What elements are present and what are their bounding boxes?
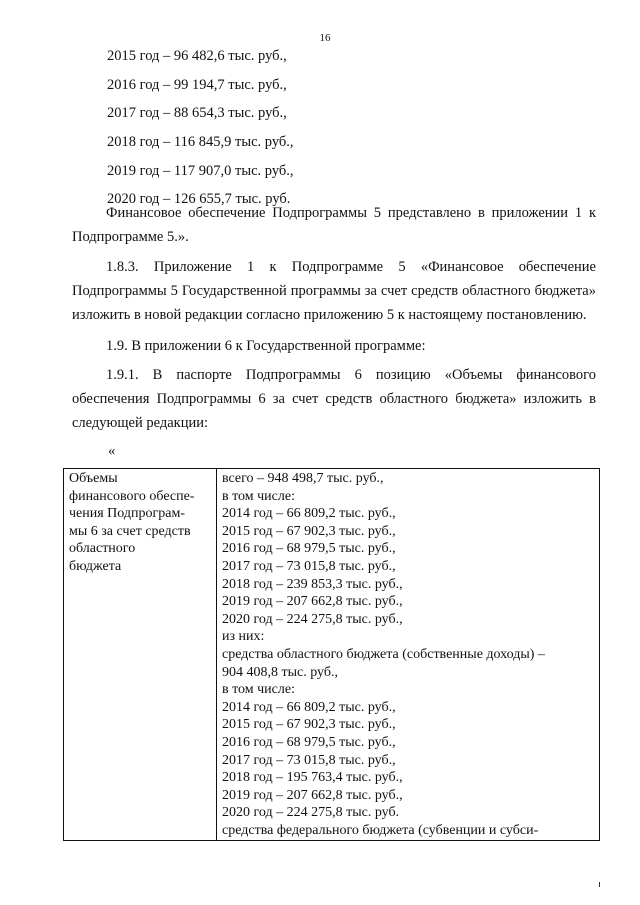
value-line: всего – 948 498,7 тыс. руб., [222,471,384,486]
value-line: средства федерального бюджета (субвенции и субси- [222,822,539,838]
funding-year-line: 2015 год – 96 482,6 тыс. руб., [107,48,287,64]
value-line: 2017 год – 73 015,8 тыс. руб., [222,752,396,768]
label-line: мы 6 за счет средств [69,523,191,539]
label-line: чения Подпрограм- [69,506,185,522]
paragraph-1-9: 1.9. В приложении 6 к Государственной программе: [106,338,426,354]
page-number: 16 [319,32,331,44]
table-cell-values [217,469,600,841]
value-line: 2015 год – 67 902,3 тыс. руб., [222,523,396,539]
value-line: 2015 год – 67 902,3 тыс. руб., [222,717,396,733]
value-line: средства областного бюджета (собственные доходы) – [222,646,545,662]
value-line: 904 408,8 тыс. руб., [222,664,338,680]
label-line: финансового обеспе- [69,488,195,504]
funding-year-line: 2016 год – 99 194,7 тыс. руб., [107,76,287,93]
value-line: 2019 год – 207 662,8 тыс. руб., [222,594,403,610]
label-line: областного [69,541,136,557]
funding-year-line: 2019 год – 117 907,0 тыс. руб., [107,162,294,179]
value-line: 2014 год – 66 809,2 тыс. руб., [222,699,396,715]
label-line: бюджета [69,558,122,574]
value-line: 2020 год – 224 275,8 тыс. руб., [222,611,403,627]
table-row [64,469,600,841]
opening-quote: « [108,443,116,459]
value-line: 2018 год – 239 853,3 тыс. руб., [222,576,403,592]
paragraph-subprogram5-funding: Финансовое обеспечение Подпрограммы 5 представлено в приложении 1 к Подпрограмме 5.». [72,205,596,245]
value-line: из них: [222,629,265,645]
label-line: Объемы [69,471,118,486]
value-line: 2019 год – 207 662,8 тыс. руб., [222,787,403,803]
paragraph-1-9-1: 1.9.1. В паспорте Подпрограммы 6 позицию «Объемы финансового обеспечения Подпрограммы 6 за счет средств областного бюджета» изложить в следующей редакции: [72,367,596,431]
value-line: в том числе: [222,488,295,504]
value-line: 2018 год – 195 763,4 тыс. руб., [222,770,403,786]
value-line: 2014 год – 66 809,2 тыс. руб., [222,506,396,522]
scan-mark [599,882,600,887]
value-line: 2016 год – 68 979,5 тыс. руб., [222,734,396,750]
paragraph-1-8-3: 1.8.3. Приложение 1 к Подпрограмме 5 «Финансовое обеспечение Подпрограммы 5 Государственной программы за счет средств областного бюджета» изложить в новой редакции согласно приложению 5 к настоящему постановлению. [72,259,596,323]
value-line: в том числе: [222,682,295,698]
table-cell-label [64,469,217,841]
value-line: 2017 год – 73 015,8 тыс. руб., [222,558,396,574]
funding-year-line: 2018 год – 116 845,9 тыс. руб., [107,134,294,151]
funding-year-line: 2017 год – 88 654,3 тыс. руб., [107,105,287,122]
value-line: 2020 год – 224 275,8 тыс. руб. [222,805,400,821]
funding-year-line: 2020 год – 126 655,7 тыс. руб. [107,191,291,208]
value-line: 2016 год – 68 979,5 тыс. руб., [222,541,396,557]
passport-table [63,468,600,841]
funding-years-list [107,42,294,214]
